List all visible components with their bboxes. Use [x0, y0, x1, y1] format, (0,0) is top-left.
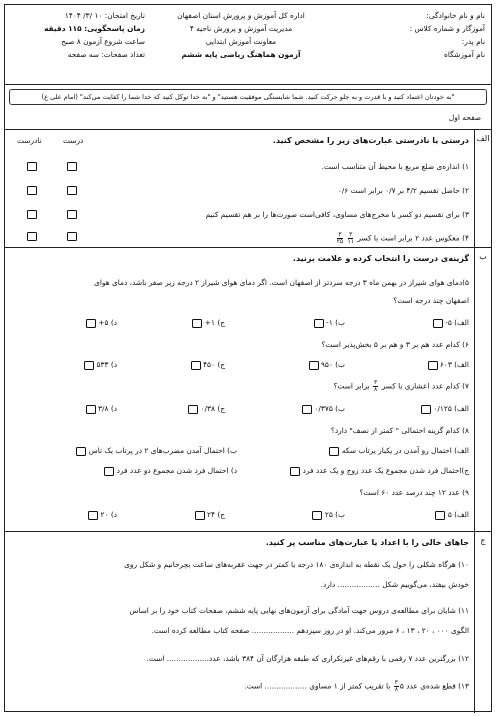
question-7-text-end: برابر است؟ — [333, 381, 370, 391]
q6-option-c-checkbox[interactable] — [191, 361, 201, 370]
fraction — [348, 232, 354, 245]
q8-option-a[interactable] — [326, 446, 469, 456]
question-4-text: ۴) معکوس عدد ۲ برابر است با کسر — [357, 233, 469, 243]
section-content — [9, 532, 473, 713]
section-divider — [474, 532, 475, 713]
exam-start-time: ساعت شروع آزمون ۸ صبح — [61, 37, 145, 46]
q9-option-b[interactable] — [309, 510, 345, 520]
q9-option-d-checkbox[interactable] — [88, 511, 98, 520]
option-label: الف) ۵- — [445, 318, 469, 327]
student-name-label: نام و نام خانوادگی: — [426, 11, 485, 20]
question-4 — [336, 232, 469, 245]
q8-option-d-checkbox[interactable] — [104, 467, 114, 476]
q1-true-checkbox[interactable] — [67, 162, 77, 171]
option-label: ج) ۰/۳۸ — [200, 404, 225, 413]
fraction-denominator: ۲۵ — [336, 238, 344, 245]
q9-option-a-checkbox[interactable] — [435, 511, 445, 520]
exam-duration: زمان پاسخگویی: ۱۱۵ دقیقه — [44, 24, 145, 33]
fraction — [373, 380, 378, 393]
student-info — [335, 11, 485, 59]
q7-option-d[interactable] — [83, 404, 117, 414]
section-divider — [474, 130, 475, 247]
q7-option-b[interactable] — [299, 404, 345, 414]
q7-option-c-checkbox[interactable] — [188, 405, 198, 414]
section-content — [9, 248, 473, 531]
q5-option-c[interactable] — [189, 318, 225, 328]
question-13 — [244, 680, 469, 693]
q5-option-d-checkbox[interactable] — [86, 319, 96, 328]
q3-false-checkbox[interactable] — [27, 210, 37, 219]
option-label: ب) ۹۵۰ — [320, 360, 345, 369]
section-divider — [474, 248, 475, 531]
fraction — [337, 232, 343, 245]
option-label: ج) ۴۵۰ — [203, 360, 225, 369]
false-column-header: نادرست — [17, 136, 42, 145]
question-10: ۱۰) هرگاه شکلی را حول یک نقطه به اندازه‌ی ۱۸۰ درجه یا کمتر در جهت عقربه‌های ساعت بچرخانیم و شکل روی — [124, 560, 469, 569]
q5-option-a-checkbox[interactable] — [433, 319, 443, 328]
fraction-denominator: ۸ — [394, 686, 398, 693]
question-13-text: ۱۳) قطع شده‌ی عدد — [406, 681, 469, 691]
option-label: د) ۵۳۳ — [96, 360, 117, 369]
question-10-cont: خودش بیفتد، می‌گوییم شکل .................. دارد. — [320, 580, 469, 589]
q6-option-d[interactable] — [81, 360, 117, 370]
section-multiple-choice — [5, 247, 491, 531]
q7-option-a-checkbox[interactable] — [421, 405, 431, 414]
q6-option-a-checkbox[interactable] — [428, 361, 438, 370]
q8-option-c-checkbox[interactable] — [290, 467, 300, 476]
option-label: ب) ۰/۳۷۵ — [314, 404, 345, 413]
q8-option-a-checkbox[interactable] — [329, 447, 339, 456]
q8-option-b-checkbox[interactable] — [76, 447, 86, 456]
section-letter: ب — [479, 252, 487, 261]
exam-header — [5, 5, 491, 85]
q3-true-checkbox[interactable] — [67, 210, 77, 219]
section-title: گزینه‌ی درست را انتخاب کرده و علامت بزنید. — [292, 254, 469, 263]
q5-option-b-checkbox[interactable] — [314, 319, 324, 328]
option-label: ب) احتمال آمدن مضرب‌های ۲ در پرتاب یک تاس — [88, 446, 237, 455]
authority-line-1: اداره کل آموزش و پرورش استان اصفهان — [177, 11, 305, 20]
option-label: د) ۳/۸ — [98, 404, 117, 413]
section-letter: الف — [476, 134, 490, 143]
fraction-denominator: ۸ — [374, 386, 378, 393]
section-content — [9, 130, 473, 247]
q4-true-checkbox[interactable] — [67, 232, 77, 241]
option-label: د) ۲۰ — [100, 510, 117, 519]
q6-option-c[interactable] — [188, 360, 225, 370]
q6-option-b[interactable] — [306, 360, 345, 370]
section-letter: ج — [480, 536, 486, 545]
option-label: الف) ۶۰۳ — [439, 360, 469, 369]
exam-page — [4, 4, 492, 712]
question-11: ۱۱) شایان برای مطالعه‌ی دروس جهت آمادگی برای آزمون‌های نهایی پایه ششم، صفحات کتاب خود را بر اساس — [129, 606, 469, 615]
q7-option-a[interactable] — [418, 404, 469, 414]
true-column-header: درست — [63, 136, 84, 145]
section-title: جاهای خالی را با اعداد یا عبارت‌های مناسب پر کنید. — [265, 538, 469, 547]
authority-line-2: مدیریت آموزش و پرورش ناحیه ۴ — [189, 24, 293, 33]
q6-option-a[interactable] — [425, 360, 469, 370]
q5-option-d[interactable] — [83, 318, 117, 328]
option-label: الف) ۵ — [447, 510, 469, 519]
fraction-numerator: ۳ — [394, 679, 398, 686]
option-label: ج) ۲۴ — [207, 510, 225, 519]
exam-title: آزمون هماهنگ ریاضی پایه ششم — [181, 50, 301, 59]
exam-authority — [176, 11, 306, 59]
q6-option-b-checkbox[interactable] — [309, 361, 319, 370]
option-label: ج) ۱+ — [204, 318, 225, 327]
q7-option-d-checkbox[interactable] — [86, 405, 96, 414]
mixed-number-whole: ۵ — [399, 681, 404, 691]
fraction — [394, 680, 399, 693]
q5-option-a[interactable] — [430, 318, 469, 328]
section-true-false — [5, 129, 491, 247]
q9-option-b-checkbox[interactable] — [312, 511, 322, 520]
question-2: ۲) حاصل تقسیم ۴/۲ بر ۰/۷ برابر است ۰/۶ — [337, 186, 469, 195]
fraction-numerator: ۳ — [349, 231, 353, 238]
option-label: د) ۵+ — [98, 318, 117, 327]
q2-true-checkbox[interactable] — [67, 186, 77, 195]
section-title: درستی یا نادرستی عبارت‌های زیر را مشخص کنید. — [272, 136, 469, 145]
q9-option-c[interactable] — [192, 510, 225, 520]
option-label: الف) احتمال رو آمدن در یکبار پرتاب سکه — [341, 446, 469, 455]
page-label: صفحه اول — [448, 113, 481, 122]
option-label: الف) ۰/۱۲۵ — [433, 404, 469, 413]
question-12: ۱۲) بزرگترین عدد ۷ رقمی با رقم‌های غیرتکراری که طبقه هزارگان آن ۳۸۴ باشد، عدد.................. است. — [146, 654, 469, 663]
option-label: د) احتمال فرد شدن مجموع دو عدد فرد — [116, 466, 237, 475]
question-11-cont: الگوی ۰۰۰ ، ۲۰ ، ۱۳ ، ۶ مرور می‌کند. او در روز سیزدهم .................. صفحه کتاب مطالعه کرده است. — [151, 626, 469, 635]
q8-option-d[interactable] — [101, 466, 237, 476]
question-9: ۹) عدد ۱۲ چند درصد عدد ۶۰ است؟ — [359, 488, 469, 497]
school-name-label: نام آموزشگاه — [443, 50, 485, 59]
fraction-numerator: ۳ — [338, 231, 342, 238]
fraction-denominator: ۱۱ — [347, 238, 354, 245]
father-name-label: نام پدر: — [461, 37, 485, 46]
q7-option-c[interactable] — [185, 404, 225, 414]
question-7 — [334, 380, 469, 393]
q6-option-d-checkbox[interactable] — [84, 361, 94, 370]
option-label: ب) ۲۵ — [324, 510, 345, 519]
q9-option-a[interactable] — [432, 510, 469, 520]
question-13-text-end: با تقریب کمتر از ۱ مساوی .................. است. — [244, 681, 391, 691]
option-label: ج)احتمال فرد شدن مجموع یک عدد زوج و یک عدد فرد — [302, 466, 469, 475]
question-1: ۱) اندازه‌ی ضلع مربع با محیط آن متناسب است. — [321, 162, 469, 171]
q9-option-c-checkbox[interactable] — [195, 511, 205, 520]
teacher-label: آموزگار و شماره کلاس : — [409, 24, 485, 33]
q2-false-checkbox[interactable] — [27, 186, 37, 195]
question-5-cont: اصفهان چند درجه است؟ — [393, 296, 469, 305]
fraction-numerator: ۳ — [374, 379, 378, 386]
q9-option-d[interactable] — [85, 510, 117, 520]
exam-page-count: تعداد صفحات: سه صفحه — [67, 50, 145, 59]
exam-date: تاریخ امتحان: ۱۰ /۳/ ۱۴۰۴ — [64, 11, 145, 20]
q7-option-b-checkbox[interactable] — [302, 405, 312, 414]
question-5: ۵)دمای هوای شیراز در بهمن ماه ۳ درجه سردتر از اصفهان است. اگر دمای هوای شیراز ۲ درجه زیر صفر باشد، دمای هوای — [94, 278, 469, 287]
question-3: ۳) برای تقسیم دو کسر با مخرج‌های مساوی، کافی‌است صورت‌ها را بر هم تقسیم کنیم — [205, 210, 469, 219]
q4-false-checkbox[interactable] — [27, 232, 37, 241]
option-label: ب) ۱- — [326, 318, 345, 327]
motto-banner: "به خودتان اعتماد کنید و با قدرت و به جلو حرکت کنید. شما شایستگی موفقیت هستید" و "به خدا توکل کنید که خدا شما را کفایت می‌کند" (امام علی ع) — [9, 89, 487, 105]
question-6: ۶) کدام عدد هم بر ۳ و هم بر ۵ بخش‌پذیر است؟ — [321, 340, 469, 349]
section-fill-blank — [5, 531, 491, 713]
exam-details — [15, 11, 145, 59]
q8-option-c[interactable] — [287, 466, 469, 476]
q1-false-checkbox[interactable] — [27, 162, 37, 171]
authority-line-3: معاونت آموزش ابتدایی — [205, 37, 277, 46]
q5-option-b[interactable] — [311, 318, 345, 328]
question-7-text: ۷) کدام عدد اعشاری با کسر — [381, 381, 469, 391]
question-8: ۸) کدام گزینه احتمالی " کمتر از نصف" دارد؟ — [330, 426, 469, 435]
q5-option-c-checkbox[interactable] — [192, 319, 202, 328]
q8-option-b[interactable] — [73, 446, 237, 456]
